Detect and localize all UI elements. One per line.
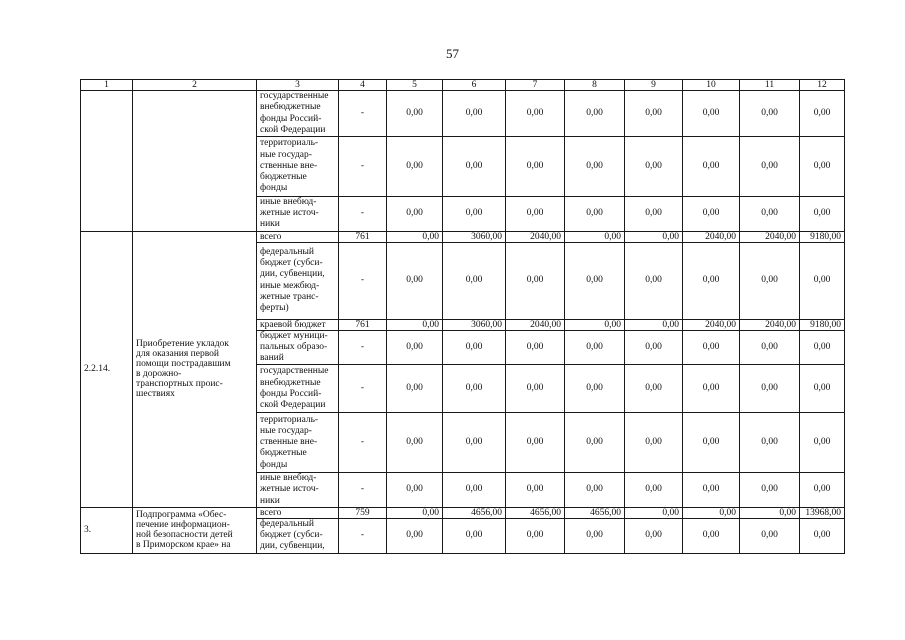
budget-code: - [339,330,387,365]
funding-source: государственные внебюджетные фонды Россий- ской Федерации [257,91,339,137]
amount-cell: 0,00 [740,518,800,553]
amount-cell: 0,00 [683,507,740,518]
funding-source: федеральный бюджет (субси- дии, субвенции, иные межбюд- жетные транс- ферты) [257,242,339,319]
amount-cell: 0,00 [387,507,443,518]
amount-cell: 0,00 [740,507,800,518]
amount-cell: 2040,00 [506,231,565,242]
item-name: Приобретение укладок для оказания первой помощи пострадавшим в дорожно- транспортных проис- шествиях [133,231,257,507]
amount-cell: 0,00 [740,473,800,508]
table-row [81,231,845,242]
amount-cell: 0,00 [800,197,845,232]
amount-cell: 4656,00 [506,507,565,518]
amount-cell: 4656,00 [565,507,625,518]
amount-cell: 13968,00 [800,507,845,518]
budget-code: - [339,242,387,319]
budget-table [80,79,845,554]
column-number-row [81,80,845,91]
amount-cell: 0,00 [625,518,683,553]
amount-cell: 0,00 [740,197,800,232]
amount-cell: 0,00 [387,91,443,137]
amount-cell: 0,00 [683,365,740,413]
amount-cell: 0,00 [443,365,506,413]
amount-cell: 0,00 [683,197,740,232]
amount-cell: 0,00 [506,413,565,473]
table-row [81,91,845,137]
column-number: 2 [133,80,257,91]
amount-cell: 9180,00 [800,231,845,242]
amount-cell: 3060,00 [443,319,506,330]
amount-cell: 0,00 [625,231,683,242]
funding-source: территориаль- ные государ- ственные вне- бюджетные фонды [257,137,339,197]
budget-code: 761 [339,319,387,330]
amount-cell: 0,00 [506,365,565,413]
budget-code: - [339,518,387,553]
column-number: 9 [625,80,683,91]
page-number: 57 [446,46,459,61]
item-number: 3. [81,507,133,553]
column-number: 3 [257,80,339,91]
funding-source: всего [257,231,339,242]
amount-cell: 0,00 [506,197,565,232]
amount-cell: 2040,00 [683,319,740,330]
budget-code: - [339,413,387,473]
amount-cell: 0,00 [625,365,683,413]
amount-cell: 0,00 [800,365,845,413]
amount-cell: 0,00 [506,242,565,319]
funding-source: всего [257,507,339,518]
amount-cell: 0,00 [625,473,683,508]
amount-cell: 0,00 [740,91,800,137]
amount-cell: 0,00 [565,197,625,232]
budget-code: - [339,137,387,197]
column-number: 7 [506,80,565,91]
column-number: 6 [443,80,506,91]
funding-source: государственные внебюджетные фонды Россий- ской Федерации [257,365,339,413]
amount-cell: 0,00 [506,518,565,553]
funding-source: бюджет муници- пальных образо- ваний [257,330,339,365]
amount-cell: 0,00 [683,242,740,319]
amount-cell: 0,00 [625,137,683,197]
budget-code: 759 [339,507,387,518]
amount-cell: 0,00 [387,473,443,508]
amount-cell: 0,00 [683,473,740,508]
amount-cell: 0,00 [740,242,800,319]
amount-cell: 0,00 [683,413,740,473]
amount-cell: 0,00 [506,91,565,137]
amount-cell: 0,00 [387,365,443,413]
amount-cell: 0,00 [443,197,506,232]
amount-cell: 0,00 [625,330,683,365]
column-number: 8 [565,80,625,91]
amount-cell: 0,00 [565,91,625,137]
amount-cell: 0,00 [625,319,683,330]
amount-cell: 0,00 [506,330,565,365]
budget-code: - [339,473,387,508]
amount-cell: 0,00 [443,242,506,319]
amount-cell: 2040,00 [740,319,800,330]
amount-cell: 0,00 [683,91,740,137]
amount-cell: 0,00 [443,91,506,137]
amount-cell: 0,00 [625,197,683,232]
amount-cell: 0,00 [800,91,845,137]
amount-cell: 0,00 [625,91,683,137]
amount-cell: 0,00 [800,413,845,473]
amount-cell: 0,00 [625,413,683,473]
funding-source: иные внебюд- жетные источ- ники [257,197,339,232]
column-number: 4 [339,80,387,91]
amount-cell: 0,00 [740,330,800,365]
column-number: 12 [800,80,845,91]
column-number: 11 [740,80,800,91]
amount-cell: 0,00 [800,330,845,365]
amount-cell: 0,00 [387,319,443,330]
amount-cell: 0,00 [565,137,625,197]
amount-cell: 0,00 [565,413,625,473]
budget-code: 761 [339,231,387,242]
budget-code: - [339,91,387,137]
amount-cell: 0,00 [565,231,625,242]
amount-cell: 0,00 [565,365,625,413]
amount-cell: 0,00 [443,518,506,553]
amount-cell: 0,00 [800,518,845,553]
amount-cell: 0,00 [565,473,625,508]
amount-cell: 0,00 [565,242,625,319]
amount-cell: 0,00 [740,365,800,413]
item-name [133,91,257,232]
funding-source: федеральный бюджет (субси- дии, субвенции, [257,518,339,553]
amount-cell: 0,00 [800,473,845,508]
amount-cell: 0,00 [800,242,845,319]
amount-cell: 0,00 [506,137,565,197]
funding-source: территориаль- ные государ- ственные вне- бюджетные фонды [257,413,339,473]
amount-cell: 0,00 [387,518,443,553]
amount-cell: 0,00 [443,413,506,473]
amount-cell: 0,00 [443,137,506,197]
amount-cell: 0,00 [443,473,506,508]
amount-cell: 0,00 [625,507,683,518]
amount-cell: 0,00 [740,137,800,197]
amount-cell: 0,00 [740,413,800,473]
amount-cell: 0,00 [387,413,443,473]
budget-code: - [339,197,387,232]
table-row [81,507,845,518]
amount-cell: 9180,00 [800,319,845,330]
funding-source: иные внебюд- жетные источ- ники [257,473,339,508]
item-number [81,91,133,232]
item-number: 2.2.14. [81,231,133,507]
amount-cell: 0,00 [387,330,443,365]
amount-cell: 0,00 [683,330,740,365]
amount-cell: 0,00 [683,518,740,553]
amount-cell: 0,00 [625,242,683,319]
amount-cell: 2040,00 [506,319,565,330]
amount-cell: 0,00 [387,137,443,197]
amount-cell: 2040,00 [740,231,800,242]
funding-source: краевой бюджет [257,319,339,330]
column-number: 1 [81,80,133,91]
amount-cell: 0,00 [506,473,565,508]
amount-cell: 0,00 [387,242,443,319]
amount-cell: 0,00 [443,330,506,365]
amount-cell: 0,00 [387,231,443,242]
amount-cell: 0,00 [565,518,625,553]
column-number: 10 [683,80,740,91]
amount-cell: 3060,00 [443,231,506,242]
column-number: 5 [387,80,443,91]
budget-code: - [339,365,387,413]
amount-cell: 0,00 [565,330,625,365]
amount-cell: 0,00 [565,319,625,330]
amount-cell: 2040,00 [683,231,740,242]
amount-cell: 4656,00 [443,507,506,518]
amount-cell: 0,00 [387,197,443,232]
amount-cell: 0,00 [683,137,740,197]
item-name: Подпрограмма «Обес- печение информацион- ной безопасности детей в Приморском крае» на [133,507,257,553]
amount-cell: 0,00 [800,137,845,197]
